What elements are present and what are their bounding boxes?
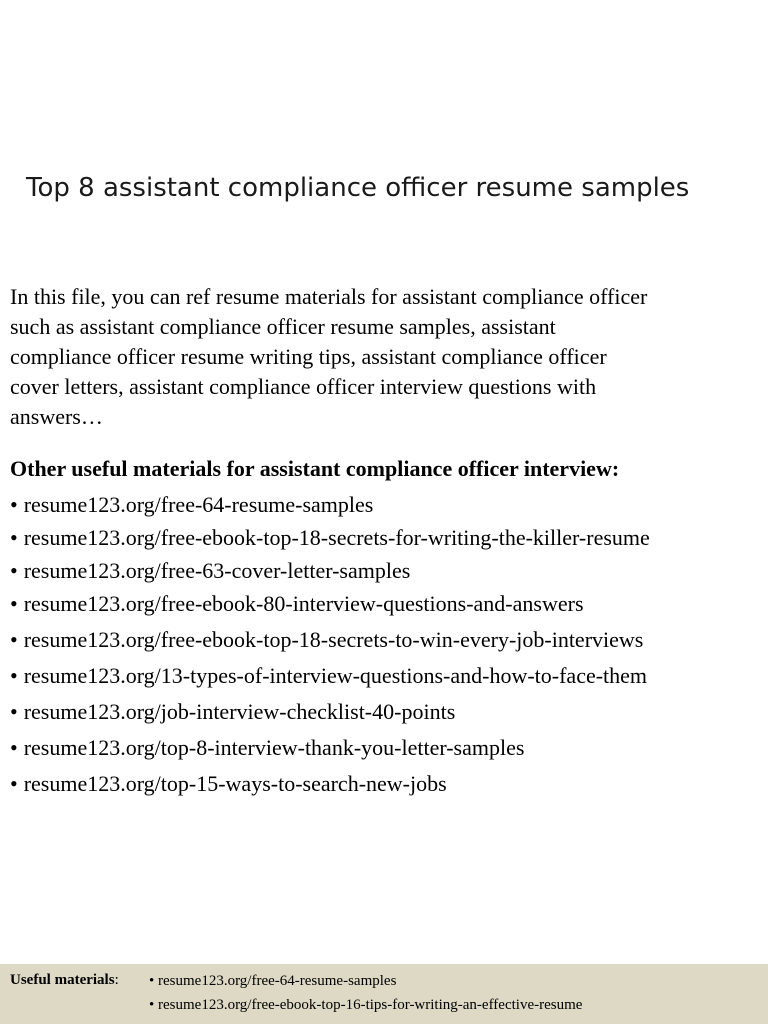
- footer-link-list: [149, 972, 582, 1020]
- list-item: [10, 589, 766, 625]
- intro-line: answers…: [10, 404, 103, 429]
- list-item: [149, 996, 582, 1020]
- footer-link[interactable]: resume123.org/free-ebook-top-16-tips-for-writing-an-effective-resume: [158, 997, 583, 1013]
- bullet-icon: •: [10, 663, 18, 688]
- footer-label: [10, 972, 119, 989]
- useful-materials-footer: [0, 964, 768, 1024]
- resource-link[interactable]: resume123.org/free-64-resume-samples: [23, 492, 374, 517]
- bullet-icon: •: [149, 973, 155, 989]
- list-item: [10, 733, 766, 769]
- footer-link[interactable]: resume123.org/free-64-resume-samples: [158, 973, 397, 989]
- bullet-icon: •: [10, 558, 18, 583]
- intro-paragraph: [10, 282, 762, 432]
- list-item: [10, 697, 766, 733]
- list-item: [10, 625, 766, 661]
- bullet-icon: •: [10, 627, 18, 652]
- page-title: Top 8 assistant compliance officer resume samples: [26, 173, 690, 203]
- resource-link[interactable]: resume123.org/top-8-interview-thank-you-letter-samples: [23, 735, 525, 760]
- bullet-icon: •: [10, 492, 18, 517]
- resource-link[interactable]: resume123.org/free-ebook-top-18-secrets-for-writing-the-killer-resume: [23, 525, 650, 550]
- list-item: [10, 661, 766, 697]
- intro-line: such as assistant compliance officer resume samples, assistant: [10, 314, 556, 339]
- bullet-icon: •: [10, 771, 18, 796]
- resource-link[interactable]: resume123.org/job-interview-checklist-40-points: [23, 699, 456, 724]
- list-item: [10, 769, 766, 805]
- bullet-icon: •: [149, 997, 155, 1013]
- list-item: [10, 556, 766, 589]
- list-item: [10, 490, 766, 523]
- resource-link[interactable]: resume123.org/top-15-ways-to-search-new-jobs: [23, 771, 447, 796]
- footer-label-colon: :: [114, 972, 119, 988]
- list-item: [10, 523, 766, 556]
- bullet-icon: •: [10, 735, 18, 760]
- resource-link[interactable]: resume123.org/free-63-cover-letter-samples: [23, 558, 411, 583]
- footer-label-text: Useful materials: [10, 972, 115, 988]
- materials-link-list: [10, 490, 766, 805]
- resource-link[interactable]: resume123.org/free-ebook-top-18-secrets-to-win-every-job-interviews: [23, 627, 644, 652]
- intro-line: In this file, you can ref resume materials for assistant compliance officer: [10, 284, 648, 309]
- bullet-icon: •: [10, 591, 18, 616]
- resource-link[interactable]: resume123.org/free-ebook-80-interview-questions-and-answers: [23, 591, 584, 616]
- bullet-icon: •: [10, 525, 18, 550]
- materials-heading: Other useful materials for assistant compliance officer interview:: [10, 456, 620, 481]
- intro-line: compliance officer resume writing tips, assistant compliance officer: [10, 344, 607, 369]
- bullet-icon: •: [10, 699, 18, 724]
- resource-link[interactable]: resume123.org/13-types-of-interview-questions-and-how-to-face-them: [23, 663, 648, 688]
- list-item: [149, 972, 582, 996]
- intro-line: cover letters, assistant compliance officer interview questions with: [10, 374, 597, 399]
